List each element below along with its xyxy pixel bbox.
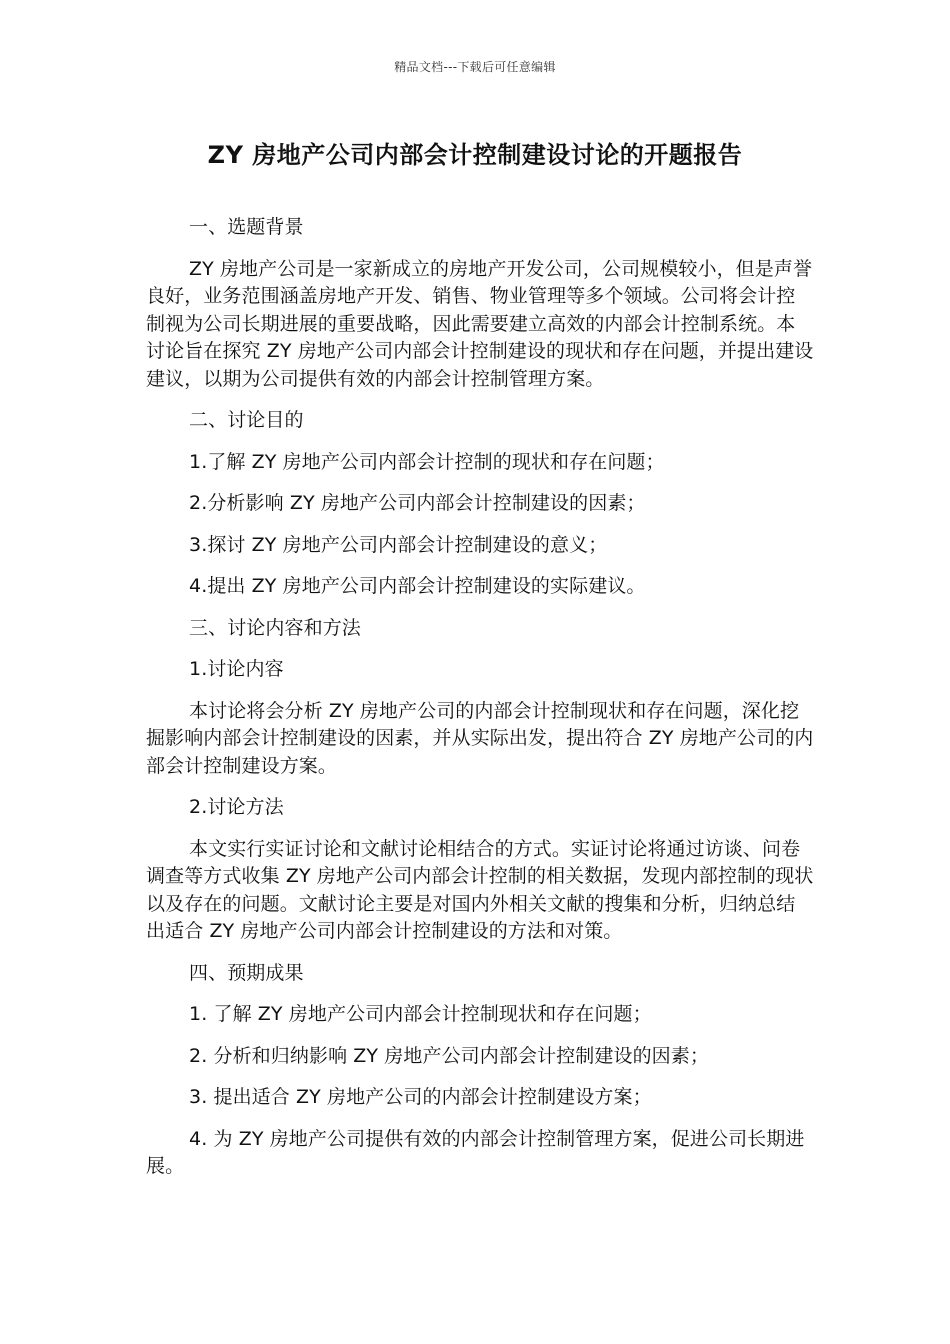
list-item-outcome-2: 2. 分析和归纳影响 ZY 房地产公司内部会计控制建设的因素； xyxy=(189,1044,709,1067)
page-header-note: 精品文档---下载后可任意编辑 xyxy=(394,60,556,74)
section-heading-background: 一、选题背景 xyxy=(189,216,304,238)
document-body xyxy=(146,214,814,1195)
list-item-purpose-3: 3.探讨 ZY 房地产公司内部会计控制建设的意义； xyxy=(189,533,608,556)
paragraph-method: 本文实行实证讨论和文献讨论相结合的方式。实证讨论将通过访谈、问卷调查等方式收集 ZY 房地产公司内部会计控制的相关数据，发现内部控制的现状以及存在的问题。文献讨论主要是对国内外相关文献的搜集和分析，归纳总结出适合 ZY 房地产公司内部会计控制建设的方法和对策。 xyxy=(146,837,814,942)
list-item-purpose-4: 4.提出 ZY 房地产公司内部会计控制建设的实际建议。 xyxy=(189,575,646,597)
section-heading-purpose: 二、讨论目的 xyxy=(189,409,304,431)
subheading-method: 2.讨论方法 xyxy=(189,796,284,818)
document-title: ZY 房地产公司内部会计控制建设讨论的开题报告 xyxy=(207,141,743,169)
paragraph-background: ZY 房地产公司是一家新成立的房地产开发公司，公司规模较小，但是声誉良好，业务范围涵盖房地产开发、销售、物业管理等多个领域。公司将会计控制视为公司长期进展的重要战略，因此需要建立高效的内部会计控制系统。本讨论旨在探究 ZY 房地产公司内部会计控制建设的现状和存在问题，并提出建设建议，以期为公司提供有效的内部会计控制管理方案。 xyxy=(146,257,814,390)
list-item-outcome-1: 1. 了解 ZY 房地产公司内部会计控制现状和存在问题； xyxy=(189,1003,652,1025)
list-item-purpose-1: 1.了解 ZY 房地产公司内部会计控制的现状和存在问题； xyxy=(189,450,665,473)
list-item-outcome-4: 4. 为 ZY 房地产公司提供有效的内部会计控制管理方案，促进公司长期进展。 xyxy=(146,1127,805,1177)
section-heading-outcomes: 四、预期成果 xyxy=(189,961,304,984)
list-item-purpose-2: 2.分析影响 ZY 房地产公司内部会计控制建设的因素； xyxy=(189,492,646,514)
paragraph-content: 本讨论将会分析 ZY 房地产公司的内部会计控制现状和存在问题，深化挖掘影响内部会计控制建设的因素，并从实际出发，提出符合 ZY 房地产公司的内部会计控制建设方案。 xyxy=(146,699,814,777)
list-item-outcome-3: 3. 提出适合 ZY 房地产公司的内部会计控制建设方案； xyxy=(189,1086,652,1108)
section-heading-content-method: 三、讨论内容和方法 xyxy=(189,616,361,639)
subheading-content: 1.讨论内容 xyxy=(189,658,284,680)
